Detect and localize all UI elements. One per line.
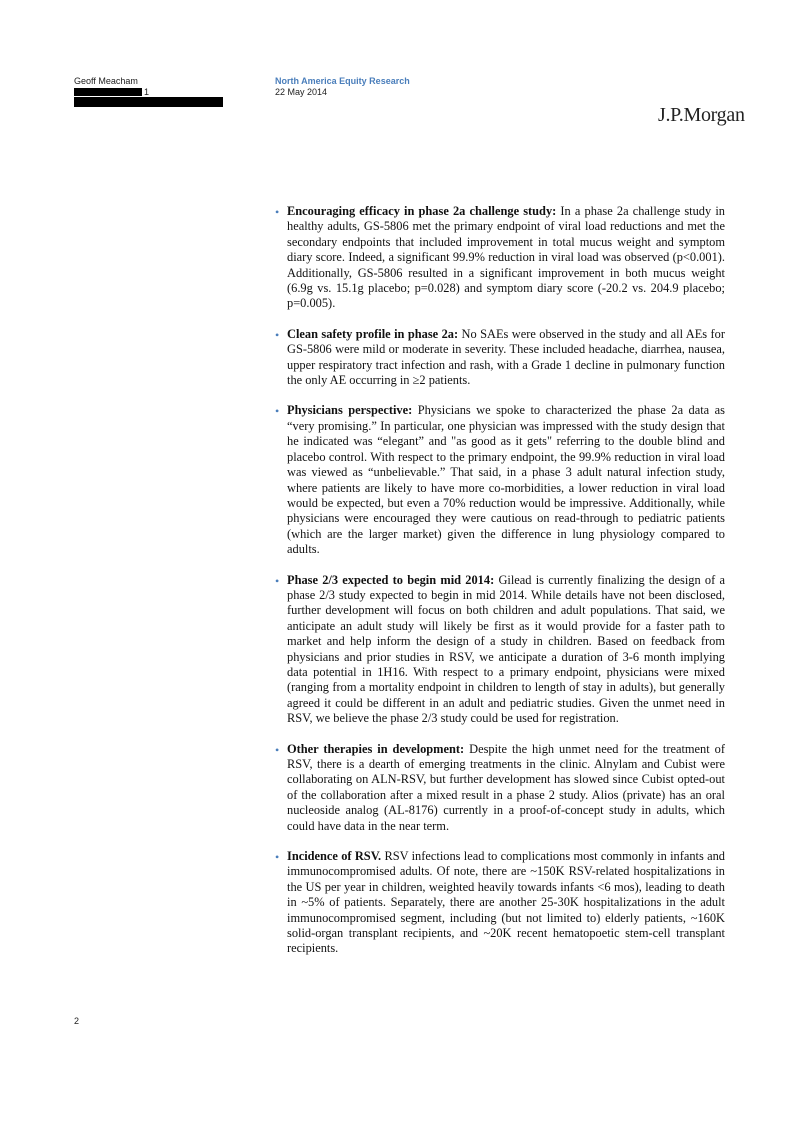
bullet-text: Gilead is currently finalizing the design of a phase 2/3 study expected to begin in mid 2014. While details have not been disclosed, further development will focus on both children and adult populations. That said, we anticipate an adult study will likely be first as it would provide for a faster path to market and help inform the design of a study in children. Based on feedback from physicians and prior studies in RSV, we anticipate a duration of 3-6 month implying data potential in 1H16. With respect to a primary endpoint, physicians were mixed (ranging from a mortality endpoint in children to length of stay in adults), but generally agreed it could be different in an adult and pediatric studies. Given the unmet need in RSV, we believe the phase 2/3 study could be used for registration. [287, 572, 725, 726]
bullet-item [275, 742, 725, 834]
bullet-title: Clean safety profile in phase 2a: [287, 326, 459, 341]
department-title: North America Equity Research [275, 76, 410, 86]
bullet-item [275, 849, 725, 957]
bullet-dot-icon: • [275, 742, 280, 757]
phone-fragment: 1 [144, 87, 150, 97]
jpmorgan-logo: J.P.Morgan [658, 104, 745, 126]
author-name: Geoff Meacham [74, 76, 138, 86]
page-number: 2 [74, 1016, 80, 1026]
bullet-dot-icon: • [275, 573, 280, 588]
bullet-item [275, 327, 725, 389]
bullet-text: In a phase 2a challenge study in healthy adults, GS-5806 met the primary endpoint of viral load reductions and met the secondary endpoints that included improvement in total mucus weight and symptom diary score. Indeed, a significant 99.9% reduction in viral load was observed (p<0.001). Additionally, GS-5806 resulted in a significant improvement in both mucus weight (6.9g vs. 15.1g placebo; p=0.028) and symptom diary score (-20.2 vs. 204.9 placebo; p=0.005). [287, 204, 725, 311]
bullet-dot-icon: • [275, 404, 280, 419]
bullet-title: Phase 2/3 expected to begin mid 2014: [287, 572, 495, 587]
redaction-bar-1 [74, 88, 142, 96]
bullet-text: Physicians we spoke to characterized the phase 2a data as “very promising.” In particular, one physician was impressed with the study design that he indicated was “elegant” and "as good as it gets" referring to the double blind and placebo control. With respect to the primary endpoint, the 99.9% reduction in viral load was viewed as “unbelievable.” That said, in a phase 3 adult natural infection study, where patients are likely to have more co-morbidities, a lower reduction in viral load would be expected, but even a 70% reduction would be impressive. Additionally, while physicians were encouraged they were cautious on read-through to pediatric patients (which are the larger market) given the difference in lung physiology compared to adults. [287, 403, 725, 557]
report-date: 22 May 2014 [275, 87, 328, 97]
bullet-text: No SAEs were observed in the study and all AEs for GS-5806 were mild or moderate in severity. These included headache, diarrhea, nausea, upper respiratory tract infection and rash, with a Grade 1 decline in pulmonary function the only AE occurring in ≥2 patients. [287, 326, 725, 388]
bullet-item [275, 403, 725, 557]
bullet-title: Physicians perspective: [287, 403, 413, 418]
bullet-title: Incidence of RSV. [287, 849, 382, 864]
bullet-title: Encouraging efficacy in phase 2a challenge study: [287, 204, 557, 218]
header-meta [275, 76, 410, 98]
bullet-dot-icon: • [275, 327, 280, 342]
redaction-bar-2 [74, 97, 223, 107]
bullet-list [275, 204, 725, 972]
bullet-text: Despite the high unmet need for the treatment of RSV, there is a dearth of emerging treatments in the clinic. Alnylam and Cubist were collaborating on ALN-RSV, but further development has slowed since Cubist opted-out of the collaboration after a mixed result in a phase 2 study. Alios (private) has an oral nucleoside analog (AL-8176) currently in a proof-of-concept study in adults, which could have data in the near term. [287, 741, 725, 833]
bullet-item [275, 204, 725, 312]
bullet-item [275, 573, 725, 727]
bullet-text: RSV infections lead to complications most commonly in infants and immunocompromised adults. Of note, there are ~150K RSV-related hospitalizations in the US per year in children, weighted heavily towards infants <6 mos), leading to death in ~5% of patients. Separately, there are another 25-30K hospitalizations in the adult immunocompromised segment, including (but not limited to) elderly patients, ~160K solid-organ transplant recipients, and ~20K recent hematopoetic stem-cell transplant recipients. [287, 849, 725, 956]
bullet-dot-icon: • [275, 205, 280, 219]
bullet-dot-icon: • [275, 850, 280, 865]
bullet-title: Other therapies in development: [287, 741, 465, 756]
